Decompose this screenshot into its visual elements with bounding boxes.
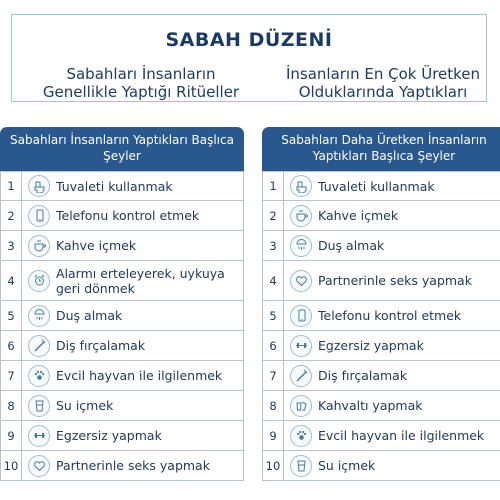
item-label: Kahve içmek [56, 238, 137, 253]
list-item [0, 361, 244, 391]
item-number: 8 [1, 391, 22, 420]
item-number: 8 [263, 391, 284, 420]
list-item [0, 301, 244, 331]
left-column [0, 127, 244, 481]
subtitle-left: Sabahları İnsanların Genellikle Yaptığı Ritüeller [42, 65, 240, 101]
coffee-icon [290, 205, 312, 227]
item-number: 10 [263, 451, 284, 480]
list-item [0, 421, 244, 451]
toilet-icon [290, 175, 312, 197]
item-number: 9 [1, 421, 22, 450]
item-label: Tuvaleti kullanmak [318, 178, 435, 194]
page-title: SABAH DÜZENİ [165, 29, 333, 51]
item-number: 1 [263, 172, 284, 200]
item-label: Evcil hayvan ile ilgilenmek [318, 428, 485, 443]
item-number: 4 [1, 261, 22, 300]
item-label: Alarmı erteleyerek, uykuya geri dönmek [56, 265, 225, 296]
heart-icon [290, 270, 312, 292]
list-item [0, 231, 244, 261]
left-list [0, 171, 244, 481]
list-item [262, 231, 500, 261]
right-column [262, 127, 500, 481]
list-item [0, 261, 244, 301]
left-column-heading: Sabahları İnsanların Yaptıkları Başlıca Şeyler [0, 127, 244, 171]
dumbbell-icon [290, 335, 312, 357]
item-label: Tuvaleti kullanmak [56, 178, 173, 194]
glass-icon [290, 455, 312, 477]
item-label: Duş almak [318, 238, 385, 253]
item-label: Egzersiz yapmak [318, 338, 424, 353]
item-number: 4 [263, 261, 284, 300]
list-item [0, 391, 244, 421]
item-number: 7 [1, 361, 22, 390]
item-label: Diş fırçalamak [56, 338, 146, 353]
item-label: Telefonu kontrol etmek [318, 308, 462, 323]
title-box [11, 14, 487, 102]
item-number: 3 [1, 231, 22, 260]
alarm-icon [28, 270, 50, 292]
list-item [262, 261, 500, 301]
shower-icon [290, 235, 312, 257]
toilet-icon [28, 175, 50, 197]
list-item [262, 421, 500, 451]
list-item [262, 301, 500, 331]
item-label: Evcil hayvan ile ilgilenmek [56, 368, 223, 383]
item-number: 1 [1, 172, 22, 200]
item-label: Partnerinle seks yapmak [318, 273, 472, 288]
shower-icon [28, 305, 50, 327]
list-item [262, 171, 500, 201]
item-label: Kahvaltı yapmak [318, 398, 423, 413]
item-number: 2 [263, 201, 284, 230]
item-number: 3 [263, 231, 284, 260]
item-number: 6 [263, 331, 284, 360]
item-label: Egzersiz yapmak [56, 428, 162, 443]
right-column-heading: Sabahları Daha Üretken İnsanların Yaptıkları Başlıca Şeyler [262, 127, 500, 171]
heart-icon [28, 455, 50, 477]
item-number: 5 [263, 301, 284, 330]
list-item [262, 361, 500, 391]
list-item [262, 201, 500, 231]
item-label: Kahve içmek [318, 208, 399, 223]
item-number: 9 [263, 421, 284, 450]
item-number: 6 [1, 331, 22, 360]
item-number: 7 [263, 361, 284, 390]
glass-icon [28, 395, 50, 417]
list-item [262, 391, 500, 421]
item-label: Su içmek [56, 398, 114, 413]
item-number: 5 [1, 301, 22, 330]
phone-icon [290, 305, 312, 327]
list-item [262, 451, 500, 481]
item-number: 2 [1, 201, 22, 230]
paw-icon [28, 365, 50, 387]
phone-icon [28, 205, 50, 227]
toothbrush-icon [290, 365, 312, 387]
toothbrush-icon [28, 335, 50, 357]
list-item [0, 331, 244, 361]
list-item [0, 171, 244, 201]
item-label: Diş fırçalamak [318, 368, 408, 383]
dumbbell-icon [28, 425, 50, 447]
item-label: Su içmek [318, 458, 376, 473]
coffee-icon [28, 235, 50, 257]
item-label: Telefonu kontrol etmek [56, 208, 200, 223]
breakfast-icon [290, 395, 312, 417]
item-label: Partnerinle seks yapmak [56, 458, 210, 473]
list-item [262, 331, 500, 361]
paw-icon [290, 425, 312, 447]
item-number: 10 [1, 451, 22, 480]
subtitle-right: İnsanların En Çok Üretken Olduklarında Yaptıkları [285, 65, 481, 101]
list-item [0, 201, 244, 231]
list-item [0, 451, 244, 481]
right-list [262, 171, 500, 481]
item-label: Duş almak [56, 308, 123, 323]
